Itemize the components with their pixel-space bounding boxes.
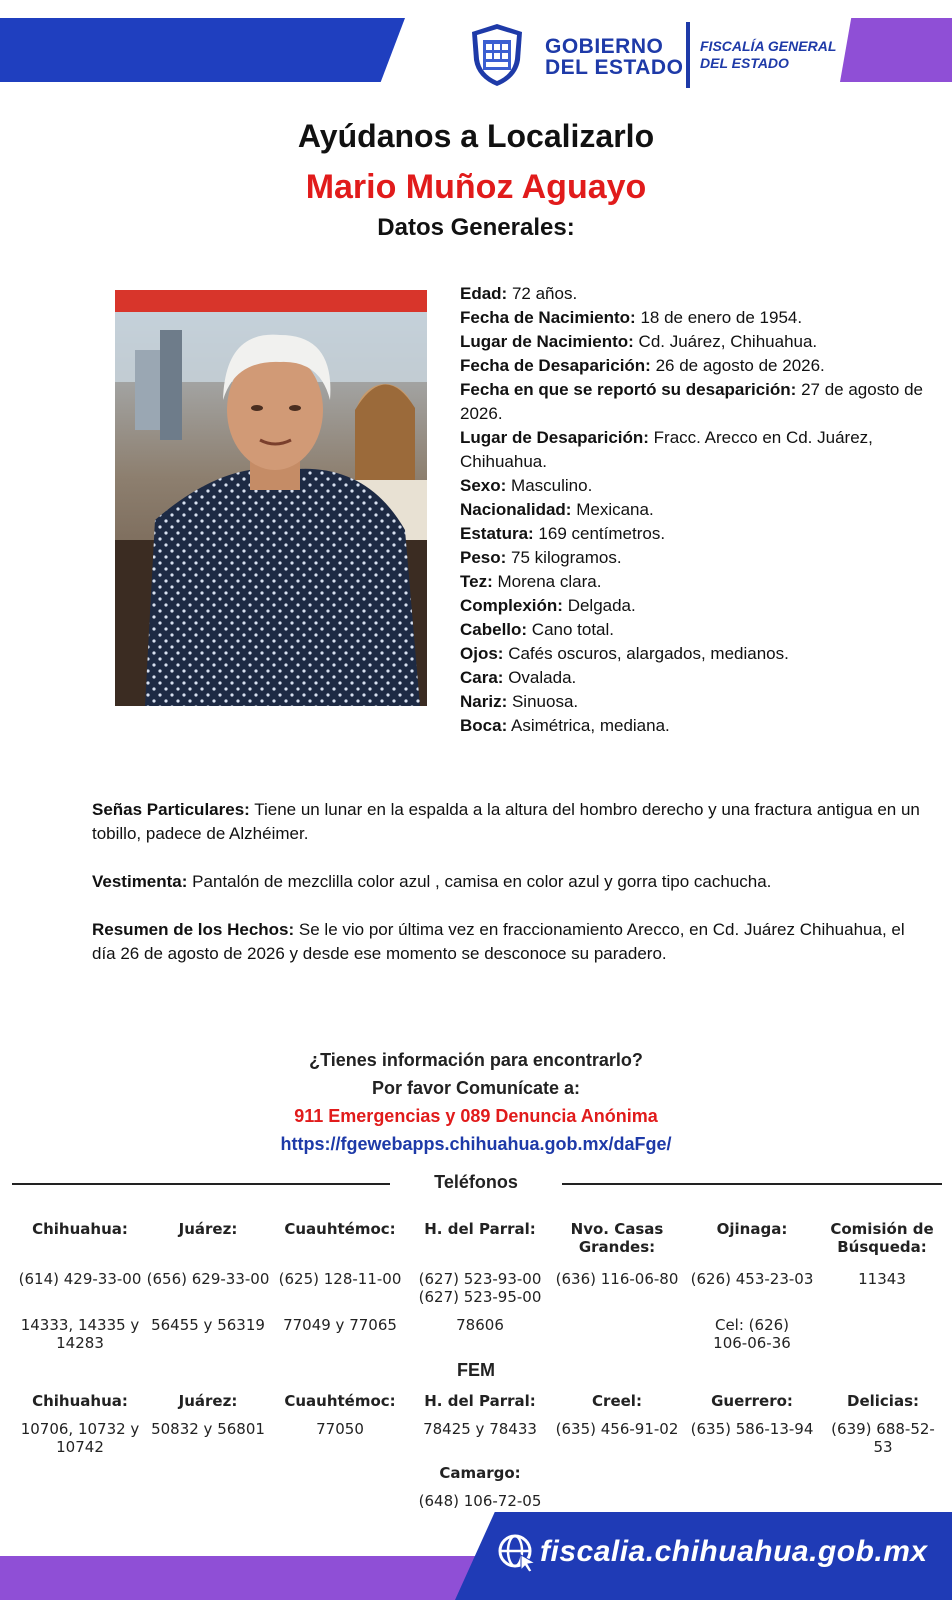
detail-item: Boca: Asimétrica, mediana. xyxy=(460,716,670,735)
fem-col-header: H. del Parral: xyxy=(424,1392,536,1410)
fem-value: 77050 xyxy=(316,1420,364,1438)
clothing: Vestimenta: Pantalón de mezclilla color azul , camisa en color azul y gorra tipo cachucha. xyxy=(92,872,772,891)
fiscalia-logo-text: FISCALÍA GENERAL DEL ESTADO xyxy=(700,38,837,71)
missing-person-name: Mario Muñoz Aguayo xyxy=(305,168,647,206)
detail-item: Complexión: Delgada. xyxy=(460,596,636,615)
phone-col-header: H. del Parral: xyxy=(424,1220,536,1238)
header-divider xyxy=(686,22,690,88)
cta-question: ¿Tienes información para encontrarlo? xyxy=(309,1050,643,1070)
fem-col-header: Delicias: xyxy=(847,1392,919,1410)
phone-extensions: 14333, 14335 y 14283 xyxy=(20,1316,140,1352)
phone-col-header: Ojinaga: xyxy=(716,1220,788,1238)
detail-item: Ojos: Cafés oscuros, alargados, medianos. xyxy=(460,644,789,663)
detail-item: Nacionalidad: Mexicana. xyxy=(460,500,654,519)
phone-extensions: 77049 y 77065 xyxy=(283,1316,397,1334)
phone-number: 11343 xyxy=(858,1270,906,1288)
phone-col-header: Cuauhtémoc: xyxy=(284,1220,396,1238)
phone-col-header: Comisión de Búsqueda: xyxy=(830,1220,934,1256)
detail-item: Estatura: 169 centímetros. xyxy=(460,524,666,543)
missing-person-photo xyxy=(115,290,427,706)
gobierno-logo-text: GOBIERNO DEL ESTADO xyxy=(545,35,684,79)
fem-col-header: Cuauhtémoc: xyxy=(284,1392,396,1410)
phone-col-header: Chihuahua: xyxy=(32,1220,128,1238)
phone-col-header: Juárez: xyxy=(178,1220,238,1238)
fem-col-header: Creel: xyxy=(592,1392,642,1410)
phone-number: (625) 128-11-00 xyxy=(278,1270,402,1288)
phone-extensions: 78606 xyxy=(456,1316,504,1334)
detail-item: Fecha en que se reportó su desaparición: 27 de agosto de 2026. xyxy=(460,380,924,423)
state-shield-icon xyxy=(468,22,526,88)
summary-of-events: Resumen de los Hechos: Se le vio por última vez en fraccionamiento Arecco, en Cd. Juárez Chihuahua, el día 26 de agosto de 2026 y desde ese momento se desconoce su paradero. xyxy=(92,920,905,963)
phone-number: (636) 116-06-80 xyxy=(555,1270,679,1288)
cta-emergency-numbers: 911 Emergencias y 089 Denuncia Anónima xyxy=(294,1106,658,1126)
phone-extensions: Cel: (626) 106-06-36 xyxy=(713,1316,791,1352)
cta-report-link[interactable]: https://fgewebapps.chihuahua.gob.mx/daFge/ xyxy=(280,1134,672,1154)
fem-col-header: Juárez: xyxy=(178,1392,238,1410)
detail-item: Fecha de Desaparición: 26 de agosto de 2026. xyxy=(460,356,825,375)
globe-cursor-icon xyxy=(497,1533,537,1573)
fem-value: (635) 456-91-02 xyxy=(555,1420,679,1438)
detail-item: Peso: 75 kilogramos. xyxy=(460,548,622,567)
fem-col-header: Camargo: xyxy=(439,1464,521,1482)
phone-number: (614) 429-33-00 xyxy=(18,1270,142,1288)
detail-item: Cara: Ovalada. xyxy=(460,668,577,687)
cta-please-contact: Por favor Comunícate a: xyxy=(371,1078,581,1098)
fem-section-title: FEM xyxy=(457,1360,495,1380)
phone-number: (627) 523-93-00 (627) 523-95-00 xyxy=(418,1270,542,1306)
page-title: Ayúdanos a Localizarlo xyxy=(297,118,655,154)
phones-section-title: Teléfonos xyxy=(434,1172,518,1192)
fem-col-header: Guerrero: xyxy=(711,1392,793,1410)
header-blue-stripe xyxy=(0,18,405,82)
header-purple-stripe xyxy=(840,18,952,82)
fem-value: 78425 y 78433 xyxy=(423,1420,537,1438)
general-data-list xyxy=(460,282,930,738)
phone-col-header: Nvo. Casas Grandes: xyxy=(570,1220,664,1256)
footer-website-link[interactable]: fiscalia.chihuahua.gob.mx xyxy=(540,1535,928,1568)
detail-item: Tez: Morena clara. xyxy=(460,572,602,591)
detail-item: Cabello: Cano total. xyxy=(460,620,615,639)
phone-number: (656) 629-33-00 xyxy=(146,1270,270,1288)
distinguishing-marks: Señas Particulares: Tiene un lunar en la espalda a la altura del hombro derecho y una fractura antigua en un tobillo, padece de Alzhéimer. xyxy=(92,800,920,843)
fem-value: (639) 688-52-53 xyxy=(831,1420,935,1456)
detail-item: Edad: 72 años. xyxy=(460,284,578,303)
fem-value: 10706, 10732 y 10742 xyxy=(20,1420,140,1456)
phone-number: (626) 453-23-03 xyxy=(690,1270,814,1288)
section-subtitle: Datos Generales: xyxy=(377,214,575,241)
fem-value: 50832 y 56801 xyxy=(151,1420,265,1438)
fem-value: (635) 586-13-94 xyxy=(690,1420,814,1438)
detail-item: Lugar de Nacimiento: Cd. Juárez, Chihuahua. xyxy=(460,332,818,351)
fem-value: (648) 106-72-05 xyxy=(418,1492,542,1510)
fem-col-header: Chihuahua: xyxy=(32,1392,128,1410)
detail-item: Nariz: Sinuosa. xyxy=(460,692,579,711)
detail-item: Lugar de Desaparición: Fracc. Arecco en Cd. Juárez, Chihuahua. xyxy=(460,428,873,471)
detail-item: Fecha de Nacimiento: 18 de enero de 1954. xyxy=(460,308,803,327)
phone-extensions: 56455 y 56319 xyxy=(151,1316,265,1334)
detail-item: Sexo: Masculino. xyxy=(460,476,593,495)
